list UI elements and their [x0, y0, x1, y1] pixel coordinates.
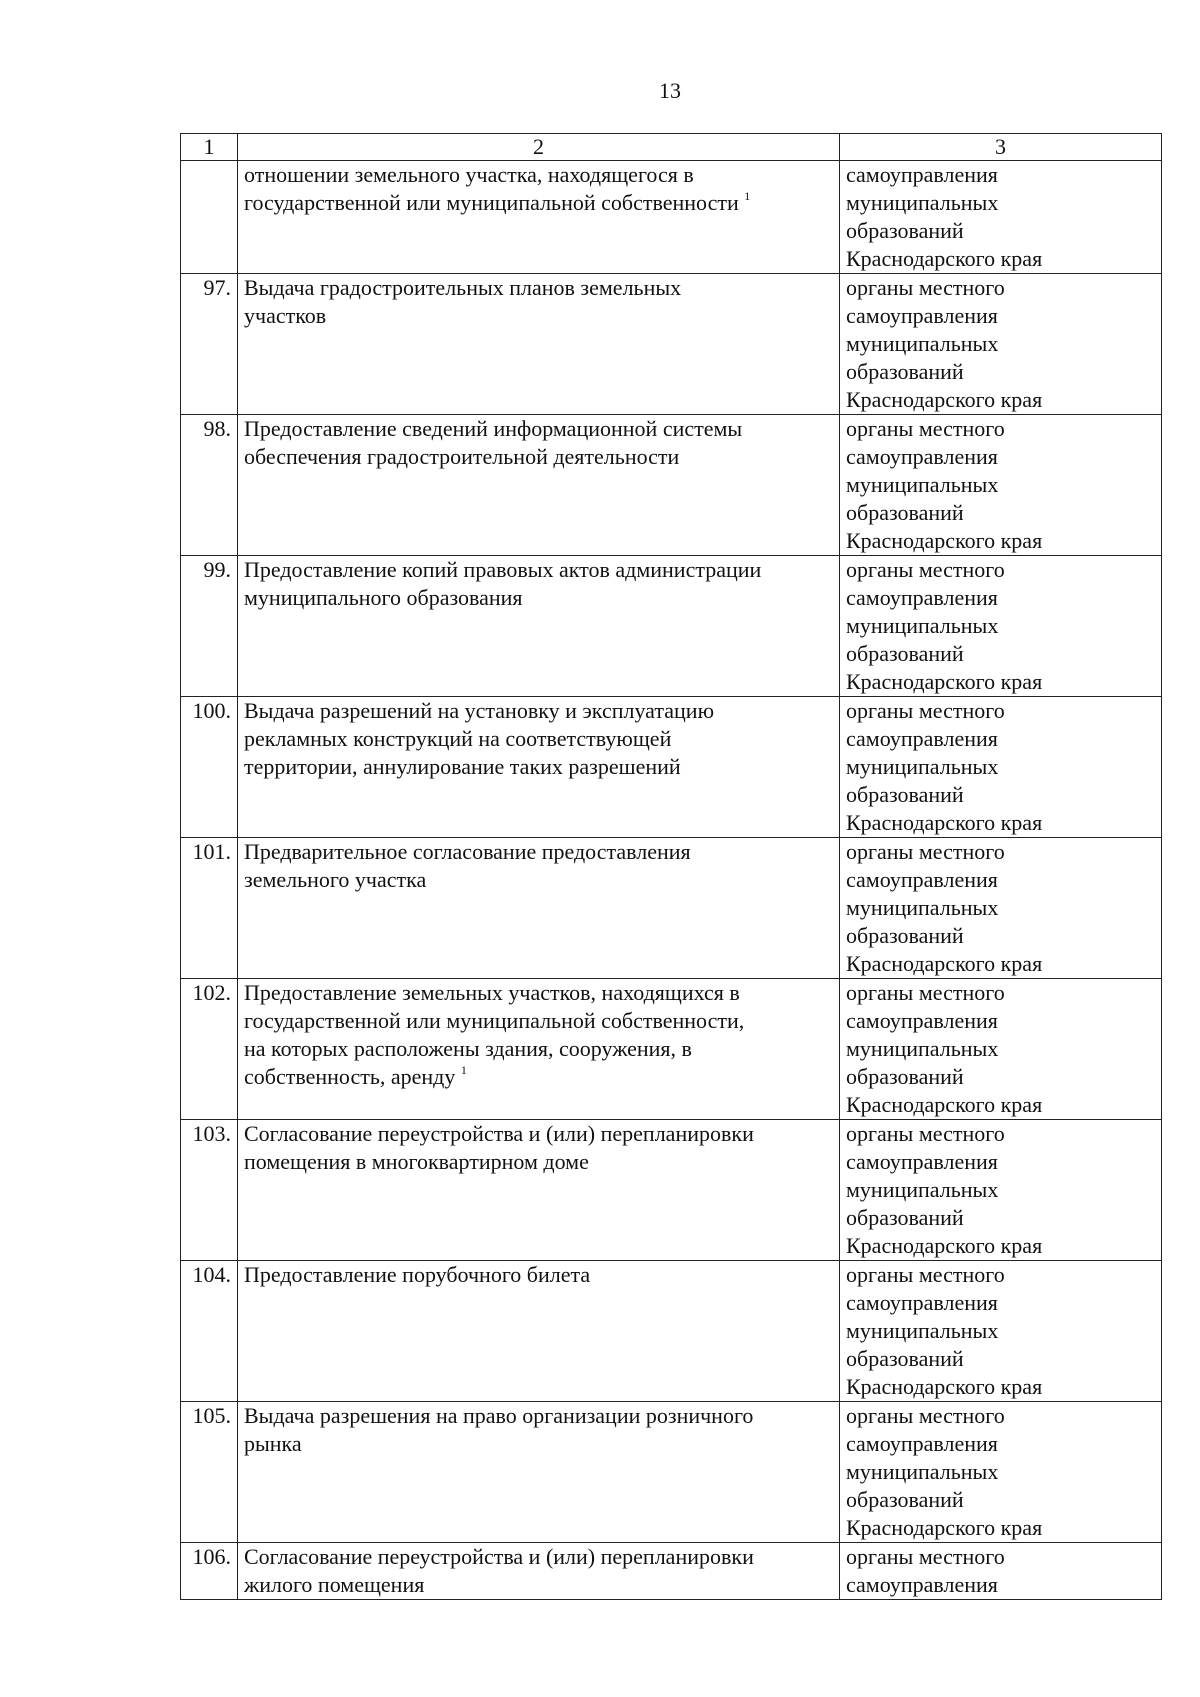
service-name-cell: [238, 556, 840, 697]
authority-cell: [840, 274, 1162, 415]
service-name-line: [244, 1120, 833, 1148]
service-name-line: [244, 443, 833, 471]
authority-cell: [840, 161, 1162, 274]
authority-line: органы местного: [846, 1121, 1005, 1146]
service-name-cell: [238, 274, 840, 415]
service-name-line: [244, 1430, 833, 1458]
authority-line: образований: [846, 1064, 964, 1089]
authority-cell: [840, 1261, 1162, 1402]
column-header-2: 2: [238, 134, 840, 161]
service-name-line: [244, 1063, 833, 1091]
service-name-line: [244, 979, 833, 1007]
authority-line: образований: [846, 218, 964, 243]
service-name-line: [244, 1543, 833, 1571]
row-number: 101.: [181, 838, 238, 979]
authority-line: муниципальных: [846, 190, 999, 215]
authority-line: Краснодарского края: [846, 528, 1043, 553]
table-body: [181, 161, 1162, 1600]
authority-line: муниципальных: [846, 613, 999, 638]
authority-line: Краснодарского края: [846, 1233, 1043, 1258]
row-number: 105.: [181, 1402, 238, 1543]
header-row: [181, 134, 1162, 161]
service-name-text: Предоставление копий правовых актов администрации: [244, 557, 762, 582]
authority-line: Краснодарского края: [846, 1374, 1043, 1399]
service-name-cell: [238, 838, 840, 979]
authority-line: самоуправления: [846, 1008, 998, 1033]
service-name-line: [244, 415, 833, 443]
service-name-cell: [238, 1261, 840, 1402]
service-name-text: собственность, аренду: [244, 1064, 456, 1089]
authority-line: Краснодарского края: [846, 246, 1043, 271]
table-row: [181, 838, 1162, 979]
service-name-line: [244, 1571, 833, 1599]
service-name-line: [244, 1007, 833, 1035]
service-name-cell: [238, 1543, 840, 1600]
table-row: [181, 274, 1162, 415]
service-name-text: помещения в многоквартирном доме: [244, 1149, 589, 1174]
authority-line: образований: [846, 641, 964, 666]
row-number: 97.: [181, 274, 238, 415]
service-name-text: Согласование переустройства и (или) перепланировки: [244, 1121, 754, 1146]
service-name-line: [244, 1148, 833, 1176]
service-name-text: Выдача градостроительных планов земельных: [244, 275, 682, 300]
service-name-text: государственной или муниципальной собственности,: [244, 1008, 745, 1033]
service-name-cell: [238, 697, 840, 838]
service-name-text: Предоставление порубочного билета: [244, 1262, 591, 1287]
authority-line: образований: [846, 1205, 964, 1230]
authority-cell: [840, 556, 1162, 697]
service-name-line: [244, 1261, 833, 1289]
page-number: 13: [659, 78, 681, 103]
services-table: [180, 133, 1162, 1600]
authority-line: самоуправления: [846, 162, 998, 187]
authority-line: самоуправления: [846, 1149, 998, 1174]
service-name-text: Выдача разрешения на право организации розничного: [244, 1403, 754, 1428]
service-name-line: [244, 753, 833, 781]
authority-cell: [840, 415, 1162, 556]
service-name-text: Предварительное согласование предоставления: [244, 839, 691, 864]
authority-line: Краснодарского края: [846, 669, 1043, 694]
table-row: [181, 1120, 1162, 1261]
service-name-line: [244, 866, 833, 894]
service-name-line: [244, 189, 833, 217]
authority-cell: [840, 838, 1162, 979]
authority-cell: [840, 1120, 1162, 1261]
table-row: [181, 697, 1162, 838]
authority-line: органы местного: [846, 416, 1005, 441]
column-header-3: 3: [840, 134, 1162, 161]
authority-line: образований: [846, 500, 964, 525]
service-name-cell: [238, 979, 840, 1120]
authority-line: муниципальных: [846, 1177, 999, 1202]
service-name-text: Согласование переустройства и (или) перепланировки: [244, 1544, 754, 1569]
service-name-text: Выдача разрешений на установку и эксплуатацию: [244, 698, 715, 723]
service-name-line: [244, 838, 833, 866]
service-name-line: [244, 274, 833, 302]
authority-line: Краснодарского края: [846, 951, 1043, 976]
authority-line: муниципальных: [846, 754, 999, 779]
authority-line: органы местного: [846, 1403, 1005, 1428]
authority-cell: [840, 697, 1162, 838]
row-number: 102.: [181, 979, 238, 1120]
authority-line: органы местного: [846, 275, 1005, 300]
authority-line: образований: [846, 359, 964, 384]
authority-line: муниципальных: [846, 472, 999, 497]
table-row: [181, 1261, 1162, 1402]
service-name-line: [244, 1035, 833, 1063]
authority-line: органы местного: [846, 698, 1005, 723]
authority-line: образований: [846, 1346, 964, 1371]
authority-line: Краснодарского края: [846, 387, 1043, 412]
row-number: [181, 161, 238, 274]
authority-cell: [840, 979, 1162, 1120]
authority-line: образований: [846, 782, 964, 807]
authority-line: органы местного: [846, 1544, 1005, 1569]
service-name-cell: [238, 415, 840, 556]
service-name-text: муниципального образования: [244, 585, 523, 610]
authority-line: самоуправления: [846, 867, 998, 892]
service-name-text: Предоставление сведений информационной системы: [244, 416, 743, 441]
service-name-line: [244, 697, 833, 725]
row-number: 99.: [181, 556, 238, 697]
service-name-line: [244, 302, 833, 330]
authority-line: Краснодарского края: [846, 810, 1043, 835]
service-name-text: отношении земельного участка, находящегося в: [244, 162, 694, 187]
service-name-cell: [238, 161, 840, 274]
row-number: 100.: [181, 697, 238, 838]
authority-line: Краснодарского края: [846, 1092, 1043, 1117]
service-name-cell: [238, 1402, 840, 1543]
row-number: 106.: [181, 1543, 238, 1600]
service-name-text: государственной или муниципальной собственности: [244, 190, 739, 215]
row-number: 103.: [181, 1120, 238, 1261]
service-name-text: рынка: [244, 1431, 302, 1456]
table-row: [181, 415, 1162, 556]
service-name-text: жилого помещения: [244, 1572, 425, 1597]
service-name-line: [244, 725, 833, 753]
continuation-row: [181, 161, 1162, 274]
authority-line: самоуправления: [846, 1572, 998, 1597]
authority-line: самоуправления: [846, 1290, 998, 1315]
authority-line: муниципальных: [846, 1318, 999, 1343]
table-header: [181, 134, 1162, 161]
authority-line: самоуправления: [846, 1431, 998, 1456]
table-row: [181, 556, 1162, 697]
authority-line: самоуправления: [846, 726, 998, 751]
service-name-line: [244, 584, 833, 612]
table-row: [181, 979, 1162, 1120]
service-name-text: Предоставление земельных участков, находящихся в: [244, 980, 740, 1005]
authority-line: самоуправления: [846, 585, 998, 610]
authority-cell: [840, 1543, 1162, 1600]
service-name-text: земельного участка: [244, 867, 427, 892]
row-number: 104.: [181, 1261, 238, 1402]
authority-line: Краснодарского края: [846, 1515, 1043, 1540]
authority-line: органы местного: [846, 839, 1005, 864]
authority-cell: [840, 1402, 1162, 1543]
authority-line: самоуправления: [846, 444, 998, 469]
authority-line: органы местного: [846, 557, 1005, 582]
service-name-text: обеспечения градостроительной деятельности: [244, 444, 680, 469]
table-row: [181, 1543, 1162, 1600]
service-name-line: [244, 161, 833, 189]
footnote-marker: 1: [744, 189, 751, 203]
row-number: 98.: [181, 415, 238, 556]
authority-line: муниципальных: [846, 1459, 999, 1484]
authority-line: муниципальных: [846, 895, 999, 920]
authority-line: муниципальных: [846, 331, 999, 356]
authority-line: органы местного: [846, 980, 1005, 1005]
authority-line: муниципальных: [846, 1036, 999, 1061]
table-row: [181, 1402, 1162, 1543]
authority-line: образований: [846, 1487, 964, 1512]
service-name-text: на которых расположены здания, сооружения, в: [244, 1036, 692, 1061]
authority-line: образований: [846, 923, 964, 948]
service-name-line: [244, 1402, 833, 1430]
footnote-marker: 1: [460, 1063, 467, 1077]
column-header-1: 1: [181, 134, 238, 161]
service-name-cell: [238, 1120, 840, 1261]
authority-line: самоуправления: [846, 303, 998, 328]
service-name-text: территории, аннулирование таких разрешений: [244, 754, 681, 779]
authority-line: органы местного: [846, 1262, 1005, 1287]
service-name-line: [244, 556, 833, 584]
service-name-text: рекламных конструкций на соответствующей: [244, 726, 672, 751]
service-name-text: участков: [244, 303, 327, 328]
